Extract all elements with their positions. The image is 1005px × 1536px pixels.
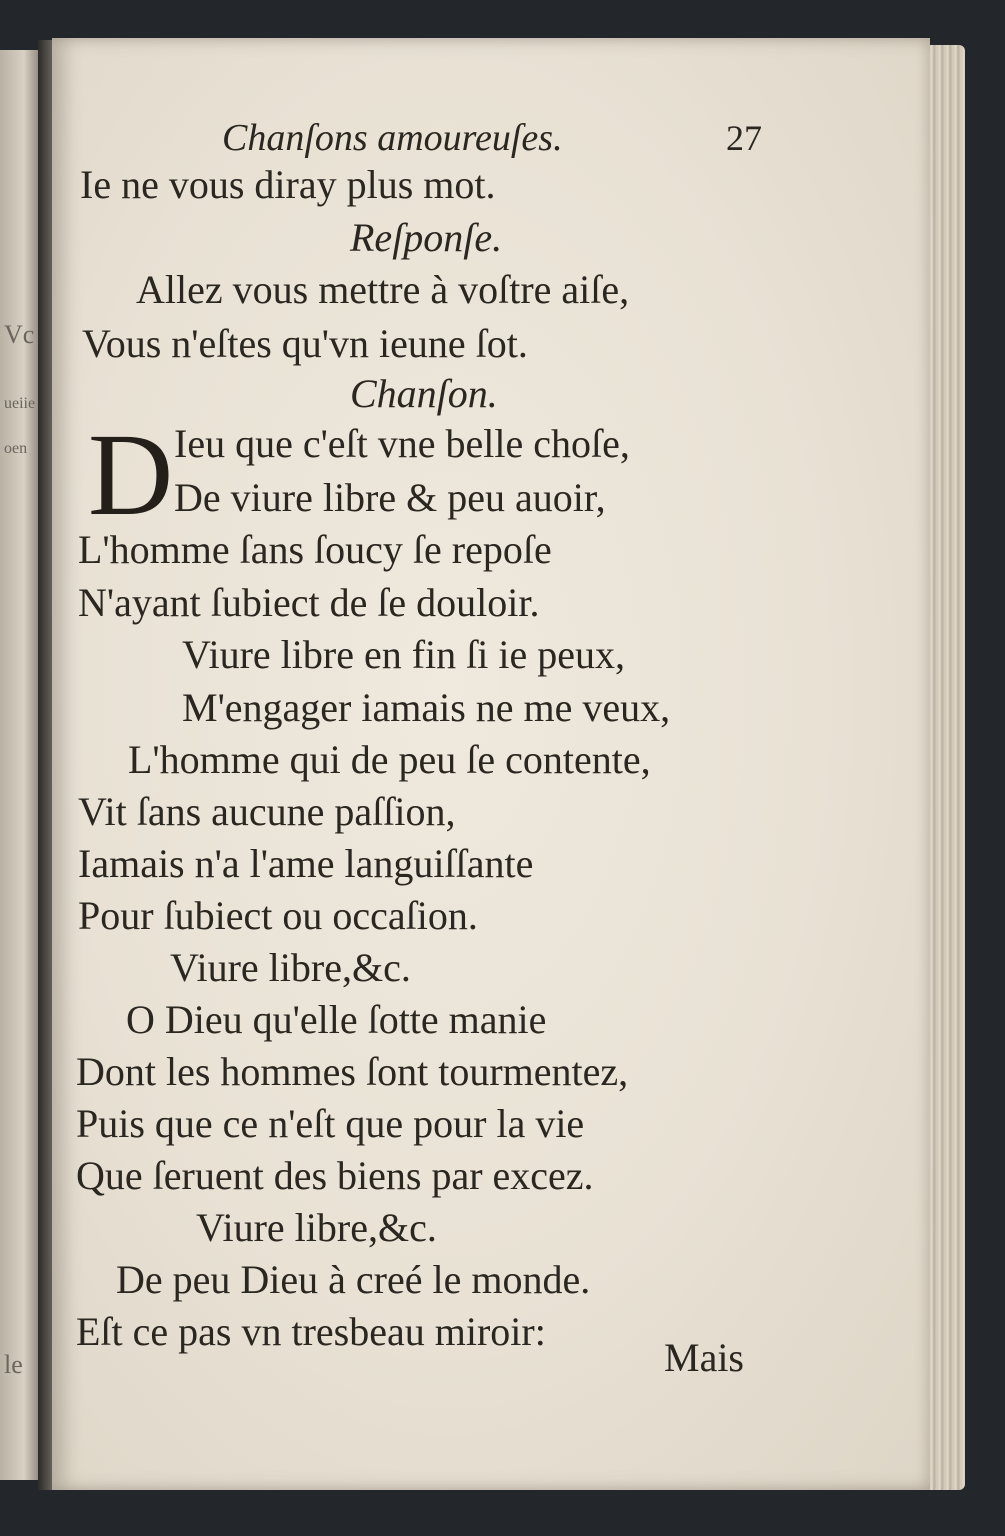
text-line: Dont les hommes ſont tourmentez, [76, 1049, 629, 1094]
running-title: Chanſons amoureuſes. [222, 117, 563, 159]
text-line: Viure libre en fin ſi ie peux, [182, 632, 626, 677]
text-line: M'engager iamais ne me veux, [182, 685, 671, 730]
text-line: L'homme ſans ſoucy ſe repoſe [78, 527, 552, 572]
text-line: O Dieu qu'elle ſotte manie [126, 997, 547, 1042]
text-line: N'ayant ſubiect de ſe douloir. [78, 580, 540, 625]
catchword: Mais [664, 1335, 744, 1380]
text-line: Allez vous mettre à voſtre aiſe, [136, 267, 630, 312]
ghost-text: oen [4, 440, 28, 457]
ghost-text: le [4, 1350, 23, 1379]
running-header [222, 116, 762, 160]
page-number: 27 [726, 118, 762, 158]
text-line: Iamais n'a l'ame languiſſante [78, 841, 534, 886]
text-line: De peu Dieu à creé le monde. [116, 1257, 591, 1302]
text-line: Eſt ce pas vn tresbeau miroir: [76, 1309, 546, 1354]
section-heading: Chanſon. [350, 371, 498, 416]
facing-page-edge [0, 50, 40, 1480]
text-line: Ieu que c'eſt vne belle choſe, [174, 421, 630, 466]
text-line: Viure libre,&c. [170, 945, 411, 990]
text-line: Viure libre,&c. [196, 1205, 437, 1250]
book-page [52, 38, 930, 1490]
text-line: De viure libre & peu auoir, [174, 475, 606, 520]
ghost-text: ueiie [4, 395, 36, 412]
text-line: Ie ne vous diray plus mot. [80, 162, 496, 207]
text-line: Puis que ce n'eſt que pour la vie [76, 1101, 585, 1146]
text-line: Vous n'eſtes qu'vn ieune ſot. [82, 321, 528, 366]
section-heading: Reſponſe. [350, 215, 503, 260]
text-line: Pour ſubiect ou occaſion. [78, 893, 478, 938]
ghost-text: Vc [4, 320, 35, 349]
drop-cap: D [88, 409, 174, 540]
text-line: Vit ſans aucune paſſion, [78, 789, 456, 834]
text-line: Que ſeruent des biens par excez. [76, 1153, 594, 1198]
text-line: L'homme qui de peu ſe contente, [128, 737, 651, 782]
